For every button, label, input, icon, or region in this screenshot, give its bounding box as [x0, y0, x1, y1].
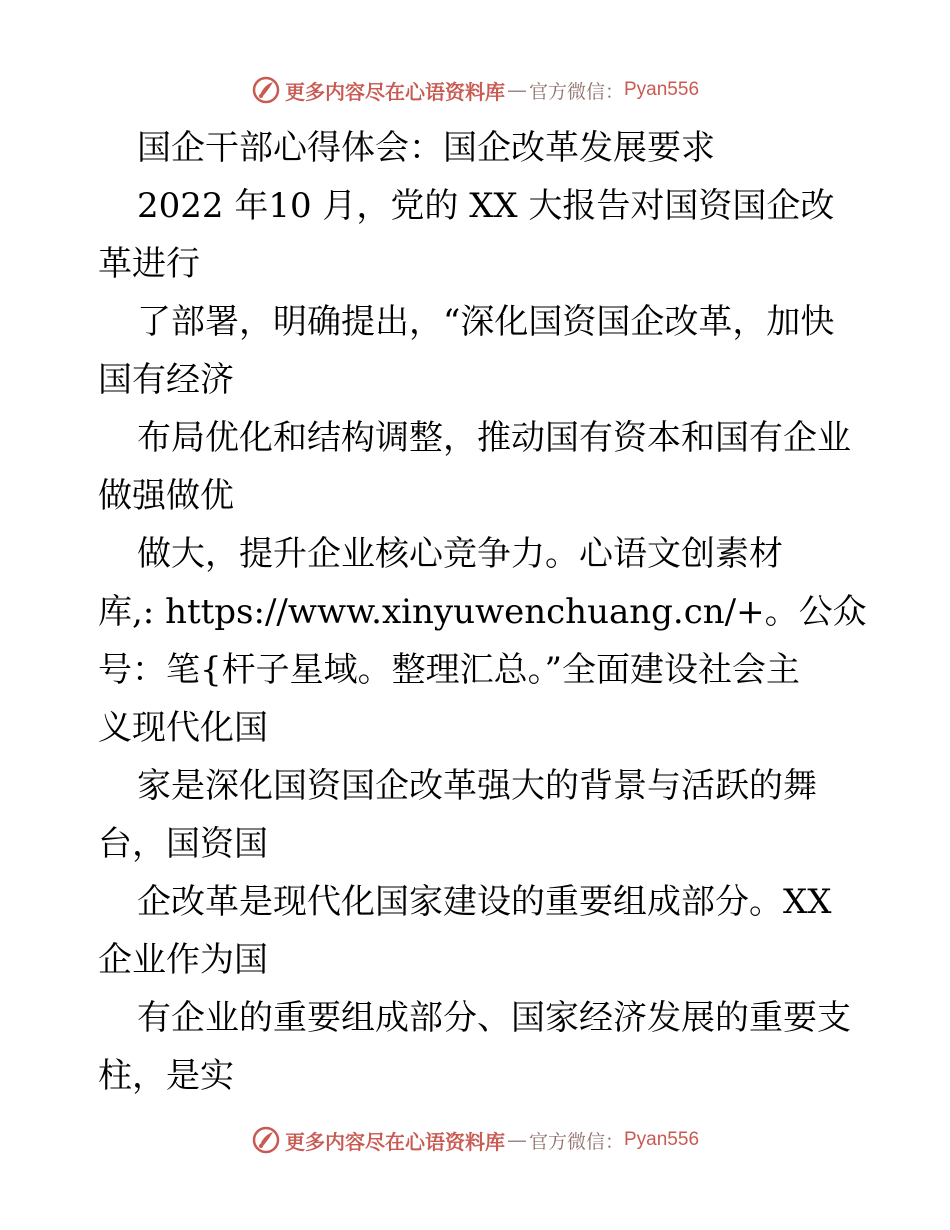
- text-line: 革进行: [98, 244, 200, 284]
- watermark-main-text: 更多内容尽在心语资料库: [284, 1129, 505, 1154]
- header-watermark: [0, 70, 950, 110]
- watermark-wechat-label: 官方微信：: [528, 80, 624, 103]
- text-line: 布局优化和结构调整，推动国有资本和国有企业: [137, 418, 851, 458]
- text-line: 了部署，明确提出，“深化国资国企改革，加快: [137, 302, 835, 342]
- watermark-main-text: 更多内容尽在心语资料库: [284, 79, 505, 104]
- watermark-wechat-id: Pyan556: [624, 1129, 700, 1150]
- text-line: 有企业的重要组成部分、国家经济发展的重要支: [137, 998, 851, 1038]
- footer-watermark: [0, 1120, 950, 1160]
- text-line: 义现代化国: [98, 708, 268, 748]
- document-title: 国企干部心得体会：国企改革发展要求: [137, 128, 715, 168]
- text-line: 企业作为国: [98, 940, 268, 980]
- text-line: 台，国资国: [98, 824, 268, 864]
- text-line: 库,: https://www.xinyuwenchuang.cn/+。公众: [98, 592, 867, 632]
- watermark-wechat-id: Pyan556: [624, 79, 700, 100]
- watermark-wechat-label: 官方微信：: [528, 1130, 624, 1153]
- text-line: 做大，提升企业核心竞争力。心语文创素材: [137, 534, 783, 574]
- brush-circle-logo-icon: [251, 75, 281, 105]
- text-line: 2022 年10 月，党的 XX 大报告对国资国企改: [137, 186, 835, 226]
- text-line: 国有经济: [98, 360, 234, 400]
- text-line: 号：笔{杆子星域。整理汇总。”全面建设社会主: [98, 650, 801, 690]
- watermark-separator: —: [506, 1128, 527, 1152]
- text-line: 企改革是现代化国家建设的重要组成部分。XX: [137, 882, 832, 922]
- watermark-separator: —: [506, 78, 527, 102]
- brush-circle-logo-icon: [251, 1125, 281, 1155]
- text-line: 柱，是实: [98, 1056, 234, 1096]
- text-line: 家是深化国资国企改革强大的背景与活跃的舞: [137, 766, 817, 806]
- text-line: 做强做优: [98, 476, 234, 516]
